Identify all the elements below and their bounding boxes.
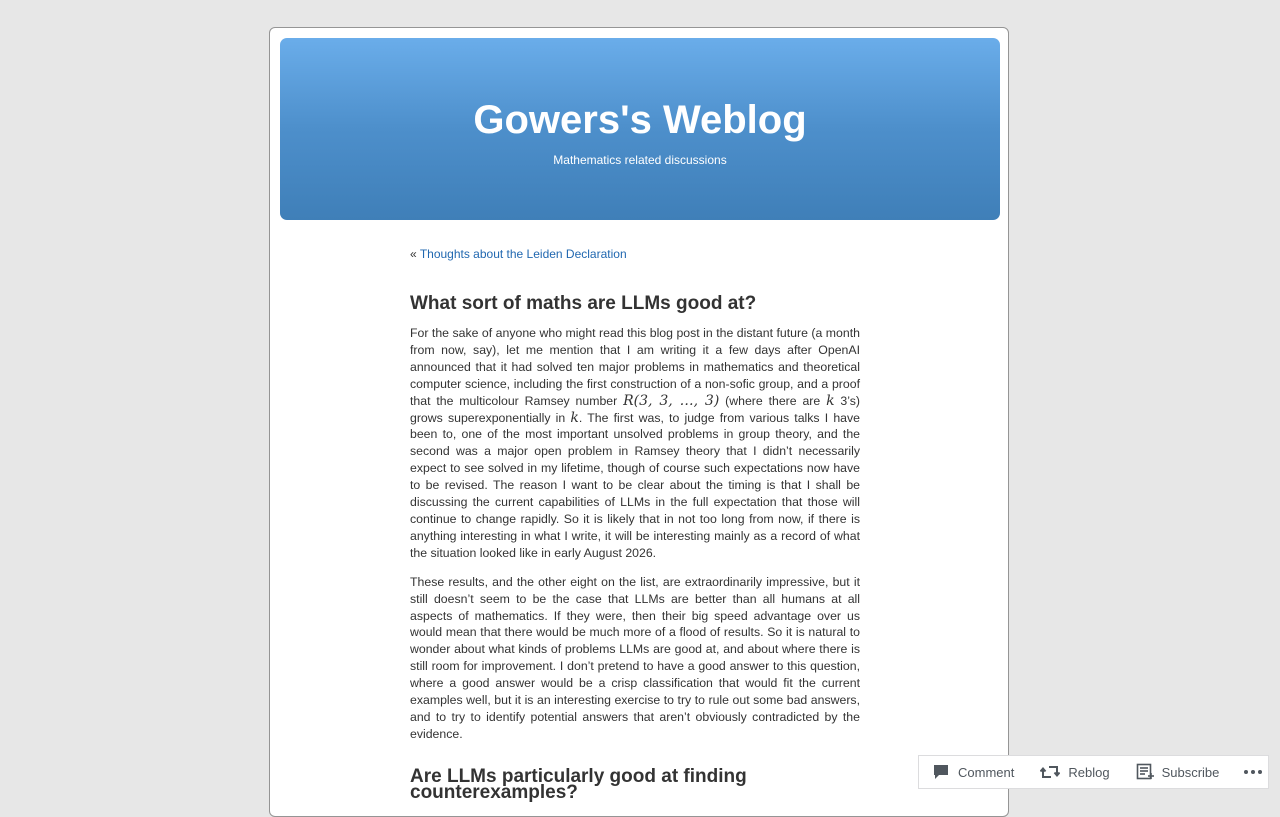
page-container	[269, 27, 1009, 817]
blog-header	[280, 38, 1000, 220]
subscribe-icon	[1136, 763, 1154, 781]
reblog-button[interactable]	[1027, 756, 1122, 788]
post-paragraph-1	[410, 325, 860, 562]
post-paragraph-2: These results, and the other eight on the list, are extraordinarily impressive, but it still doesn’t seem to be the case that LLMs are better than all humans at all aspects of mathematics. If they were, then their big speed advantage over us would mean that there would be much more of a flood of results. So it is natural to wonder about what kinds of problems LLMs are good at, and about where there is still room for improvement. I don’t pretend to have a good answer to this question, where a good answer would be a crisp classification that would fit the current examples well, but it is an interesting exercise to try to rule out some bad answers, and to try to identify potential answers that aren’t obviously contradicted by the evidence.	[410, 574, 860, 741]
more-icon	[1251, 770, 1255, 774]
math-k: k	[826, 392, 835, 409]
post-title: What sort of maths are LLMs good at?	[410, 293, 757, 314]
subscribe-label: Subscribe	[1161, 764, 1220, 780]
paragraph-text: For the sake of anyone who might read this blog post in the distant future (a month from now, say), let me mention that I am writing it a few days after OpenAI announced that it had solved ten major problems in mathematics and theoretical computer science, including the first construction of a non-sofic group, and a proof that the multicolour Ramsey number	[410, 326, 860, 408]
more-icon	[1244, 770, 1248, 774]
comment-button[interactable]	[919, 756, 1027, 788]
post-content	[410, 246, 860, 801]
paragraph-text: . The first was, to judge from various talks I have been to, one of the most important unsolved problems in group theory, and the second was a major open problem in Ramsey theory that I didn’t necessarily expect to see solved in my lifetime, though of course such expectations now have to be revised. The reason I want to be clear about the timing is that I shall be discussing the current capabilities of LLMs in the full expectation that those will continue to change rapidly. So it is likely that in not too long from now, if there is anything interesting in what I write, it will be interesting mainly as a record of what the situation looked like in early August 2026.	[410, 410, 860, 560]
action-bar	[918, 755, 1269, 789]
more-icon	[1258, 770, 1262, 774]
more-button[interactable]	[1232, 756, 1273, 788]
blog-title-link[interactable]: Gowers's Weblog	[473, 98, 807, 142]
subscribe-button[interactable]	[1123, 756, 1233, 788]
comment-label: Comment	[958, 764, 1015, 780]
previous-post-link[interactable]: Thoughts about the Leiden Declaration	[419, 247, 627, 261]
reblog-label: Reblog	[1068, 764, 1110, 780]
math-k: k	[570, 409, 579, 426]
math-ramsey-number: R(3, 3, …, 3)	[623, 392, 720, 409]
previous-arrow: «	[410, 247, 417, 261]
paragraph-text: (where there are	[719, 393, 827, 408]
reblog-icon	[1040, 763, 1060, 781]
post-subheading: Are LLMs particularly good at finding counterexamples?	[410, 765, 747, 803]
comment-icon	[932, 763, 950, 781]
paragraph-text: 3’s) grows superexponentially in	[410, 393, 860, 425]
previous-post-nav	[410, 246, 860, 262]
blog-tagline: Mathematics related discussions	[553, 153, 727, 167]
